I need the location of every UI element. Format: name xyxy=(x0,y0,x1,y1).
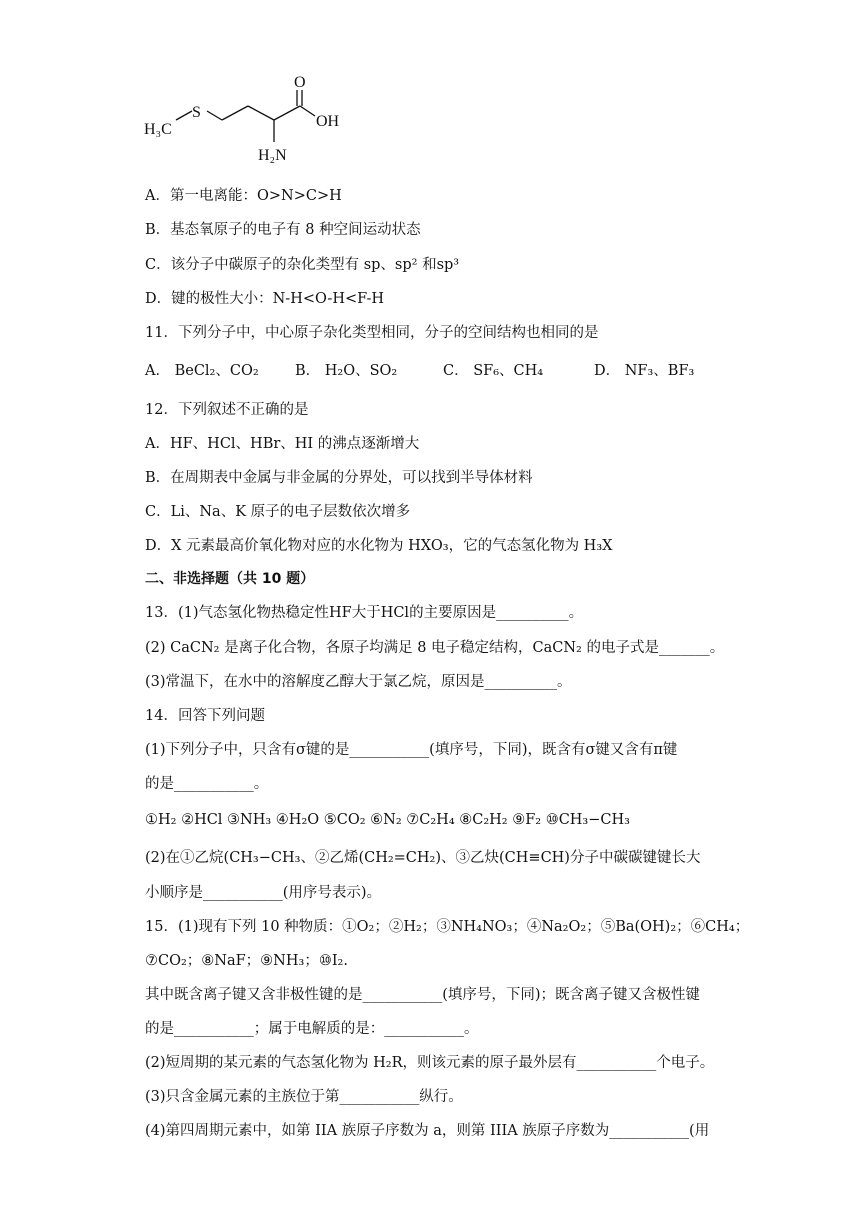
q11-stem: 11．下列分子中，中心原子杂化类型相同，分子的空间结构也相同的是 xyxy=(145,325,599,341)
q13-part2: (2) CaCN₂ 是离子化合物，各原子均满足 8 电子稳定结构，CaCN₂ 的电子式是_______。 xyxy=(145,640,725,656)
h3c-label: H₃C xyxy=(144,121,172,138)
q14-part1-line2: 的是___________。 xyxy=(145,776,269,792)
q10-option-c: C．该分子中碳原子的杂化类型有 sp、sp² 和sp³ xyxy=(145,257,460,273)
q12-option-c: C．Li、Na、K 原子的电子层数依次增多 xyxy=(145,504,411,520)
q10-option-a: A．第一电离能：O>N>C>H xyxy=(145,188,342,204)
q15-part1-line2: ⑦CO₂；⑧NaF；⑨NH₃；⑩I₂. xyxy=(145,953,348,969)
q14-part2-line1: (2)在①乙烷(CH₃−CH₃、②乙烯(CH₂=CH₂)、③乙炔(CH≡CH)分子中碳碳键键长大 xyxy=(145,850,701,866)
section-heading: 二、非选择题（共 10 题） xyxy=(145,571,315,587)
q14-part1-line1: (1)下列分子中，只含有σ键的是___________(填序号，下同)，既含有σ键又含有π键 xyxy=(145,742,678,758)
oxygen-label: O xyxy=(294,74,306,91)
q11-option-b: B． H₂O、SO₂ xyxy=(295,363,398,379)
q12-stem: 12．下列叙述不正确的是 xyxy=(145,402,309,418)
q15-part1-line1: 15．(1)现有下列 10 种物质：①O₂；②H₂；③NH₄NO₃；④Na₂O₂；⑤Ba(OH)₂；⑥CH₄； xyxy=(145,919,750,935)
q15-part3: (3)只含金属元素的主族位于第___________纵行。 xyxy=(145,1089,463,1105)
amino-label: H₂N xyxy=(258,147,287,164)
q11-option-d: D． NF₃、BF₃ xyxy=(594,363,695,379)
q15-part1-line4: 的是___________；属于电解质的是：___________。 xyxy=(145,1021,479,1037)
methionine-structure-diagram xyxy=(140,72,360,174)
q14-stem: 14．回答下列问题 xyxy=(145,708,265,724)
sulfur-label: S xyxy=(192,104,201,121)
q15-part1-line3: 其中既含离子键又含非极性键的是___________(填序号，下同)；既含离子键又含极性键 xyxy=(145,987,701,1003)
q10-option-d: D．键的极性大小：N-H<O-H<F-H xyxy=(145,291,385,307)
q11-option-a: A． BeCl₂、CO₂ xyxy=(145,363,259,379)
q13-part3: (3)常温下，在水中的溶解度乙醇大于氯乙烷，原因是__________。 xyxy=(145,674,572,690)
q12-option-b: B．在周期表中金属与非金属的分界处，可以找到半导体材料 xyxy=(145,470,533,486)
q14-molecule-list: ①H₂ ②HCl ③NH₃ ④H₂O ⑤CO₂ ⑥N₂ ⑦C₂H₄ ⑧C₂H₂ ⑨F₂ ⑩CH₃−CH₃ xyxy=(145,812,630,828)
q12-option-d: D．X 元素最高价氧化物对应的水化物为 HXO₃，它的气态氢化物为 H₃X xyxy=(145,538,613,554)
q11-option-c: C． SF₆、CH₄ xyxy=(443,363,544,379)
q15-part4: (4)第四周期元素中，如第 IIA 族原子序数为 a，则第 IIIA 族原子序数为___________(用 xyxy=(145,1123,710,1139)
q15-part2: (2)短周期的某元素的气态氢化物为 H₂R，则该元素的原子最外层有___________个电子。 xyxy=(145,1055,715,1071)
q13-part1: 13．(1)气态氢化物热稳定性HF大于HCl的主要原因是__________。 xyxy=(145,605,584,621)
q10-option-b: B．基态氧原子的电子有 8 种空间运动状态 xyxy=(145,222,421,238)
q11-options xyxy=(145,359,745,383)
q14-part2-line2: 小顺序是___________(用序号表示)。 xyxy=(145,885,382,901)
q12-option-a: A．HF、HCl、HBr、HI 的沸点逐渐增大 xyxy=(145,436,420,452)
hydroxyl-label: OH xyxy=(316,113,340,130)
